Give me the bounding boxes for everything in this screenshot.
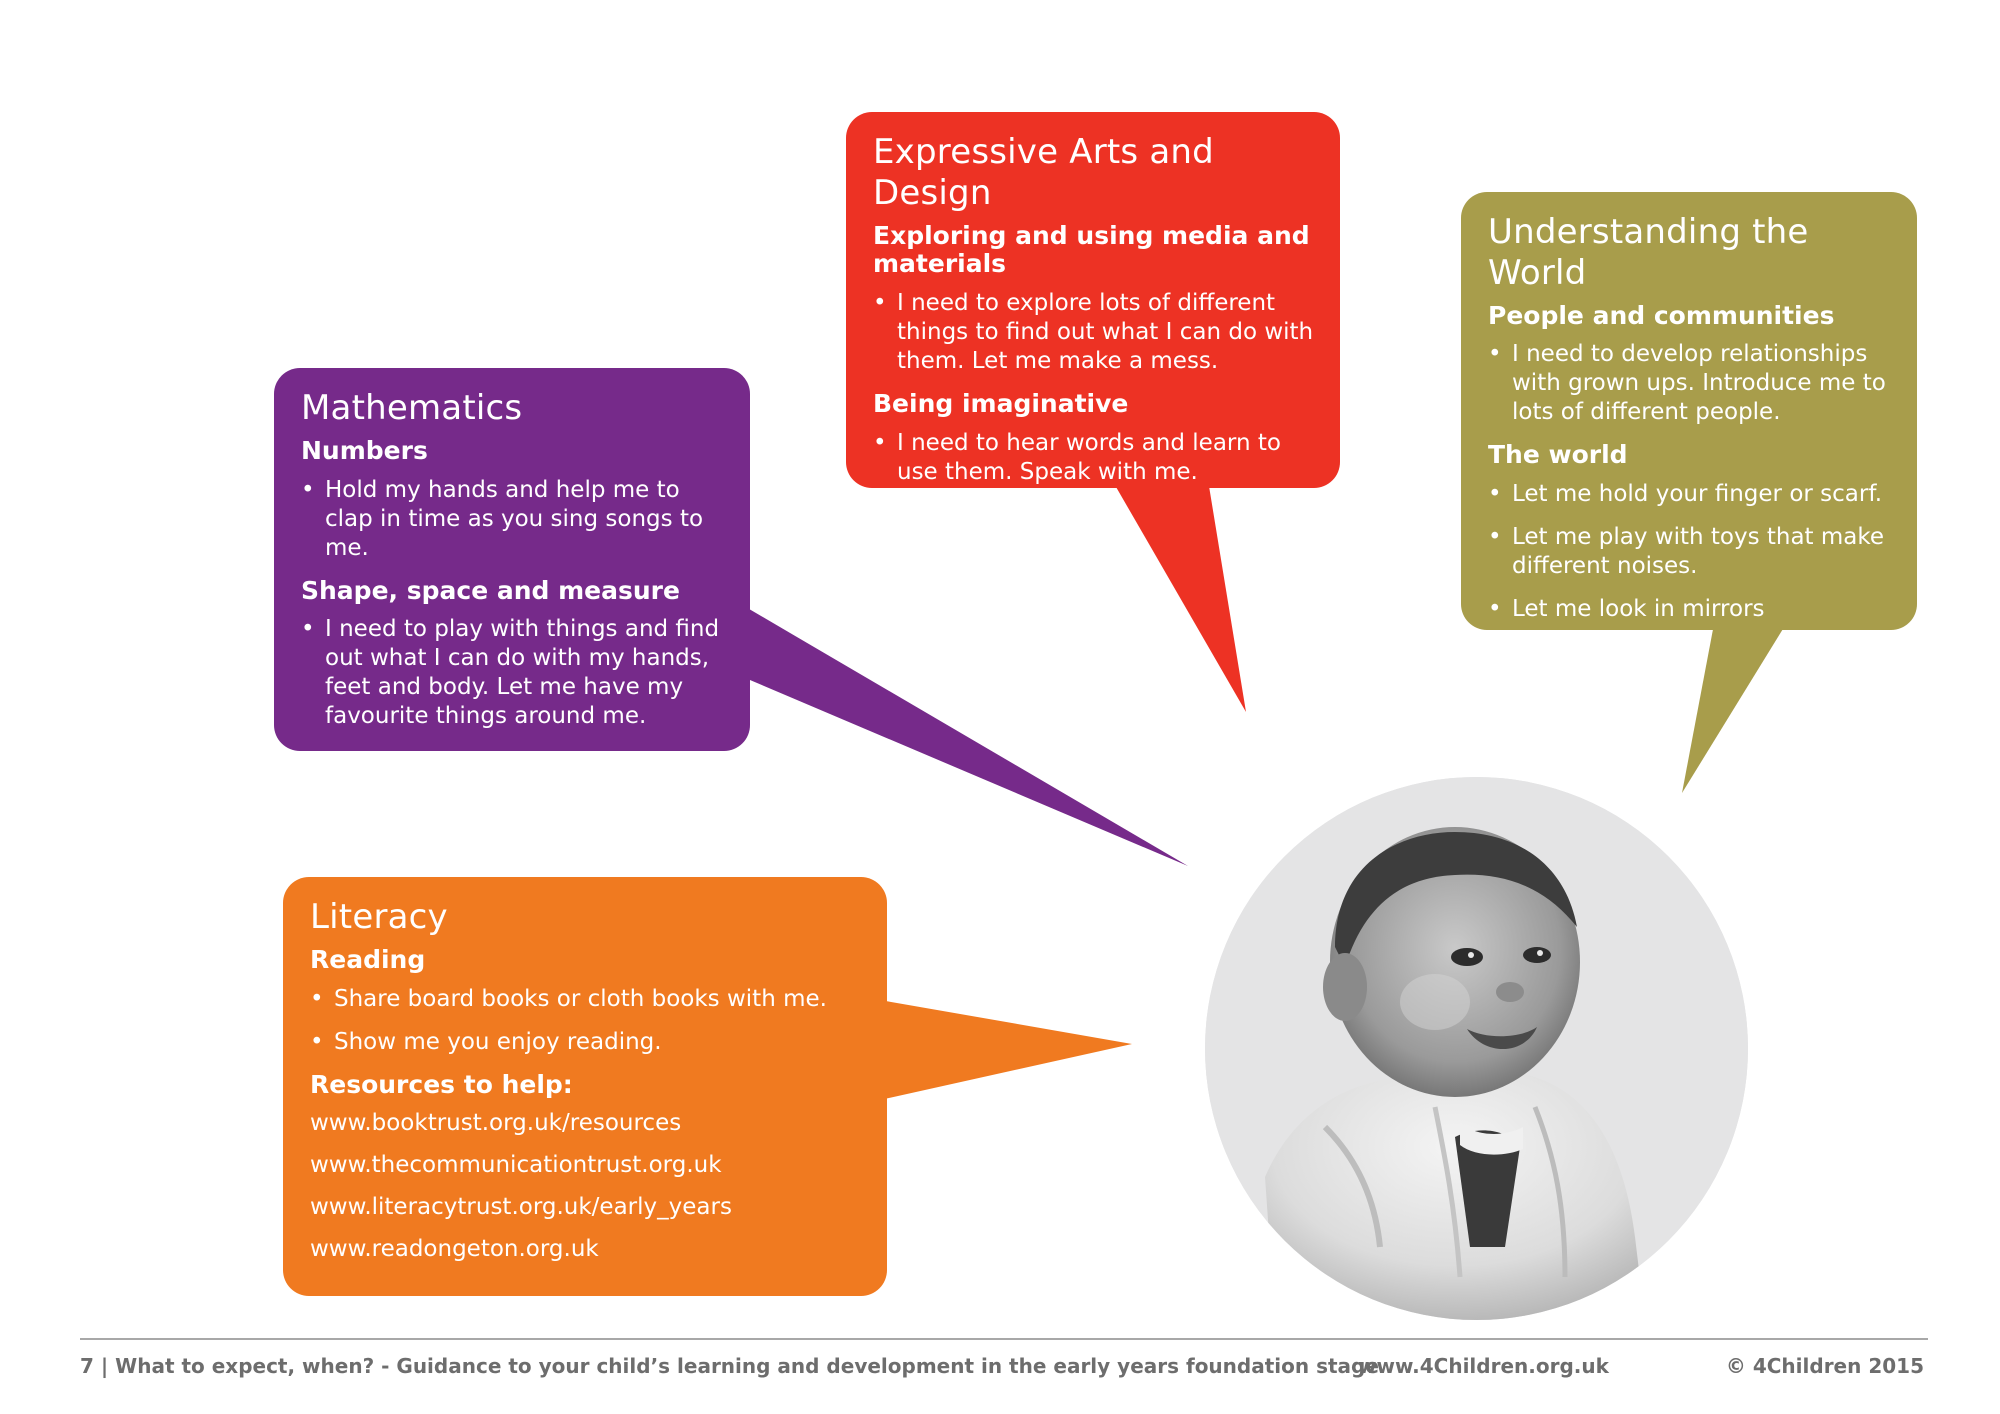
baby-illustration	[1205, 777, 1748, 1320]
list-item: • Share board books or cloth books with me.	[310, 985, 827, 1012]
footer-page-info: 7 | What to expect, when? - Guidance to your child’s learning and development in the early years foundation stage	[80, 1354, 1379, 1378]
list-item: • I need to develop relationships with grown ups. Introduce me to lots of different people.	[1488, 341, 1886, 426]
bullet-icon: •	[310, 1028, 324, 1055]
shape-space-measure-heading: Shape, space and measure	[301, 575, 680, 605]
literacy-bubble-tail	[880, 1000, 1132, 1100]
understanding-world-bubble-tail	[1682, 624, 1786, 793]
bullet-icon: •	[1488, 481, 1502, 508]
shape-space-measure-list	[301, 615, 724, 731]
mathematics-bubble-tail	[744, 606, 1188, 866]
resources-heading: Resources to help:	[310, 1069, 573, 1099]
being-imaginative-heading: Being imaginative	[873, 389, 1129, 419]
resource-link-literacy-trust[interactable]: www.literacytrust.org.uk/early_years	[310, 1194, 732, 1221]
literacy-title: Literacy	[310, 897, 448, 937]
numbers-heading: Numbers	[301, 435, 428, 465]
exploring-media-heading: Exploring and using media and materials	[873, 220, 1310, 279]
baby-photo	[1205, 777, 1748, 1320]
understanding-world-bubble	[1461, 192, 1917, 630]
list-item: • Let me play with toys that make different noises.	[1488, 524, 1885, 580]
expressive-arts-bubble	[846, 112, 1340, 488]
mathematics-bubble	[274, 368, 750, 751]
being-imaginative-list	[873, 429, 1314, 487]
the-world-heading: The world	[1488, 440, 1628, 470]
people-communities-heading: People and communities	[1488, 300, 1835, 330]
expressive-arts-title: Expressive Arts and Design	[873, 132, 1214, 213]
reading-list	[310, 985, 861, 1057]
page-footer	[80, 1338, 1928, 1400]
list-item: • Let me look in mirrors	[1488, 596, 1765, 623]
expressive-arts-bubble-tail	[1112, 480, 1246, 712]
footer-copyright: © 4Children 2015	[1725, 1354, 1924, 1378]
bullet-icon: •	[310, 985, 324, 1012]
literacy-bubble	[283, 877, 887, 1296]
bullet-icon: •	[1488, 341, 1502, 368]
resource-link-booktrust[interactable]: www.booktrust.org.uk/resources	[310, 1110, 682, 1137]
understanding-world-title: Understanding the World	[1488, 212, 1809, 293]
bullet-icon: •	[1488, 524, 1502, 551]
bullet-icon: •	[1488, 596, 1502, 623]
resource-link-readongeton[interactable]: www.readongeton.org.uk	[310, 1236, 599, 1263]
exploring-media-list	[873, 289, 1314, 376]
list-item: • I need to hear words and learn to use them. Speak with me.	[873, 429, 1281, 485]
bullet-icon: •	[301, 616, 315, 643]
bullet-icon: •	[873, 429, 887, 456]
people-communities-list	[1488, 340, 1891, 427]
the-world-list	[1488, 480, 1891, 624]
resource-link-communication-trust[interactable]: www.thecommunicationtrust.org.uk	[310, 1152, 722, 1179]
list-item: • Show me you enjoy reading.	[310, 1028, 662, 1055]
list-item: • I need to play with things and find out what I can do with my hands, feet and body. Let me have my favourite things around me.	[301, 616, 720, 730]
mathematics-title: Mathematics	[301, 388, 523, 428]
numbers-list	[301, 476, 724, 563]
footer-website-link[interactable]: www.4Children.org.uk	[1358, 1354, 1609, 1378]
reading-heading: Reading	[310, 944, 426, 974]
bullet-icon: •	[873, 290, 887, 317]
list-item: • Let me hold your finger or scarf.	[1488, 481, 1883, 508]
list-item: • I need to explore lots of different things to find out what I can do with them. Let me make a mess.	[873, 290, 1314, 375]
bullet-icon: •	[301, 476, 315, 503]
list-item: • Hold my hands and help me to clap in time as you sing songs to me.	[301, 476, 704, 561]
